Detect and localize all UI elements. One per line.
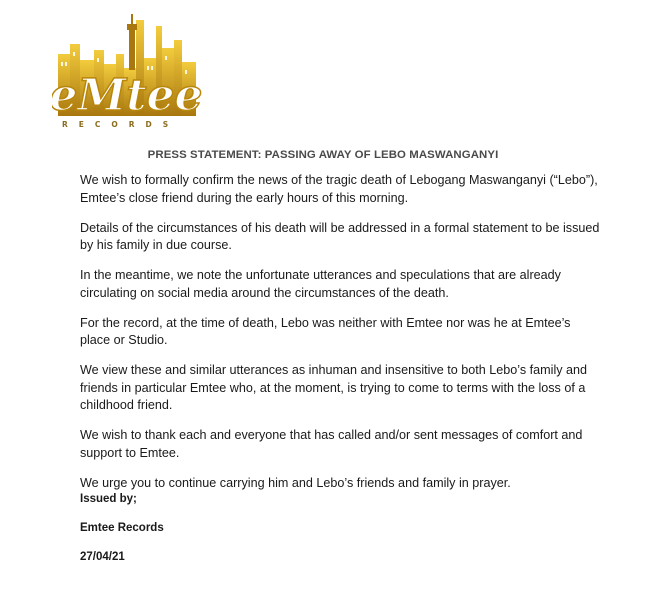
emtee-records-logo: [52, 14, 202, 134]
statement-body: [80, 172, 600, 505]
paragraph: For the record, at the time of death, Lebo was neither with Emtee nor was he at Emtee’s place or Studio.: [80, 315, 571, 347]
logo-records-text: RECORDS: [62, 120, 180, 129]
paragraph: We view these and similar utterances as inhuman and insensitive to both Lebo’s family and friends in particular Emtee who, at the moment, is trying to come to terms with the loss of a childhood friend.: [80, 363, 588, 412]
paragraph: We urge you to continue carrying him and Lebo’s friends and family in prayer.: [80, 475, 511, 490]
tower-icon: [127, 14, 137, 70]
logo-wordmark: eMtee: [52, 70, 202, 121]
paragraph: In the meantime, we note the unfortunate utterances and speculations that are already circulating on social media around the circumstances of the death.: [80, 268, 561, 300]
issued-by-label: Issued by;: [80, 493, 137, 505]
issuer-name: Emtee Records: [80, 522, 164, 534]
page-title: PRESS STATEMENT: PASSING AWAY OF LEBO MASWANGANYI: [147, 149, 499, 161]
paragraph: Details of the circumstances of his death will be addressed in a formal statement to be issued by his family in due course.: [80, 220, 600, 252]
issue-date: 27/04/21: [80, 551, 125, 563]
paragraph: We wish to thank each and everyone that has called and/or sent messages of comfort and support to Emtee.: [80, 428, 583, 460]
paragraph: We wish to formally confirm the news of the tragic death of Lebogang Maswanganyi (“Lebo”), Emtee’s close friend during the early hours of this morning.: [80, 173, 598, 205]
logo-graphic: [52, 14, 202, 134]
